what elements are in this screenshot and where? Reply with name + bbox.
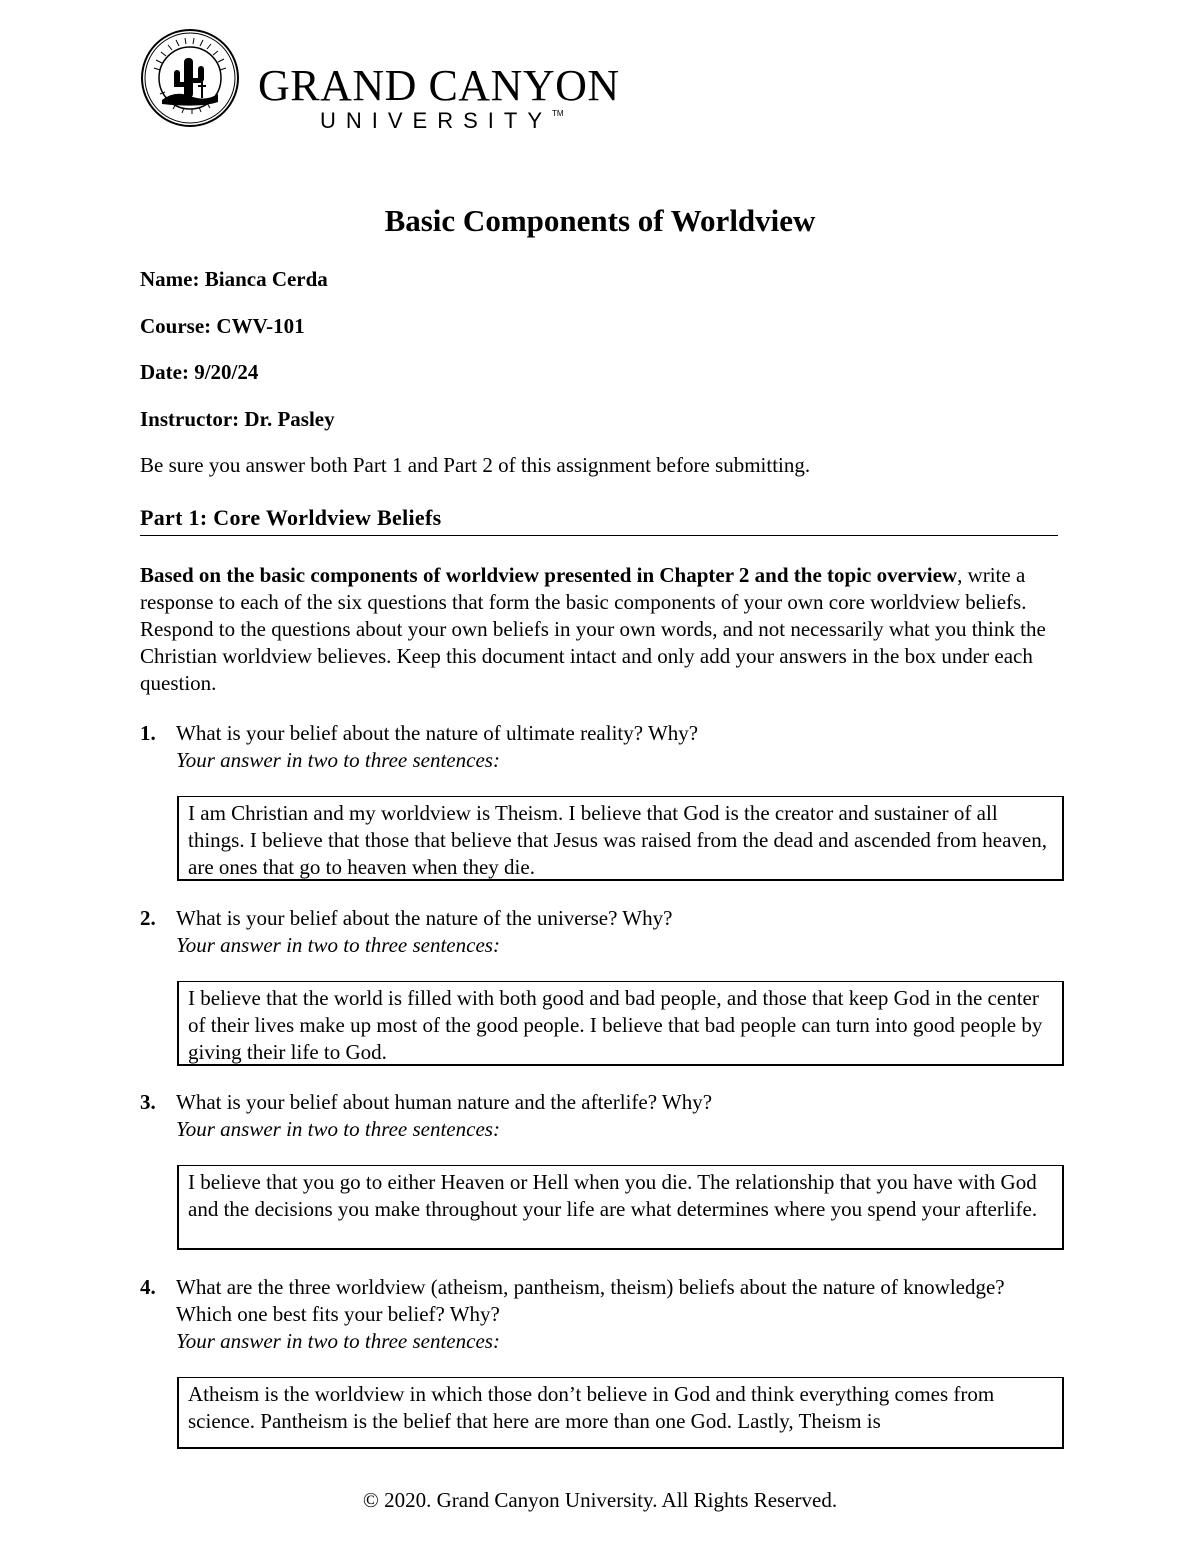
- question-text: What is your belief about human nature and the afterlife? Why?: [176, 1090, 713, 1114]
- question-text: What are the three worldview (atheism, pantheism, theism) beliefs about the nature of knowledge? Which one best fits your belief? Why?: [176, 1275, 1005, 1326]
- student-name: Name: Bianca Cerda: [140, 267, 328, 291]
- course-field: Course: CWV-101: [140, 314, 305, 338]
- question-number: 2.: [140, 906, 156, 930]
- answer-prompt: Your answer in two to three sentences:: [176, 1329, 500, 1353]
- answer-box-2[interactable]: I believe that the world is filled with both good and bad people, and those that keep God in the center of their lives make up most of the good people. I believe that bad people can turn into good people by giving their life to God.: [177, 981, 1064, 1066]
- heading-divider: [140, 535, 1058, 536]
- answer-prompt: Your answer in two to three sentences:: [176, 933, 500, 957]
- answer-prompt: Your answer in two to three sentences:: [176, 748, 500, 772]
- university-seal-icon: [140, 28, 240, 128]
- question-text: What is your belief about the nature of the universe? Why?: [176, 906, 673, 930]
- answer-box-1[interactable]: I am Christian and my worldview is Theism. I believe that God is the creator and sustainer of all things. I believe that those that believe that Jesus was raised from the dead and ascended from heaven, are ones that go to heaven when they die.: [177, 796, 1064, 881]
- page-title: Basic Components of Worldview: [384, 203, 816, 238]
- date-field: Date: 9/20/24: [140, 360, 259, 384]
- university-logo: [140, 28, 620, 132]
- part1-heading: Part 1: Core Worldview Beliefs: [140, 505, 442, 530]
- question-number: 4.: [140, 1275, 156, 1299]
- part1-instructions: [140, 562, 1070, 697]
- instructions-bold: Based on the basic components of worldview presented in Chapter 2 and the topic overview: [140, 563, 958, 587]
- instructor-field: Instructor: Dr. Pasley: [140, 407, 335, 431]
- answer-box-3[interactable]: I believe that you go to either Heaven or Hell when you die. The relationship that you have with God and the decisions you make throughout your life are what determines where you spend your afterlife.: [177, 1165, 1064, 1250]
- copyright-footer: © 2020. Grand Canyon University. All Rights Reserved.: [362, 1488, 838, 1512]
- question-text: What is your belief about the nature of ultimate reality? Why?: [176, 721, 699, 745]
- answer-box-4[interactable]: Atheism is the worldview in which those don’t believe in God and think everything comes from science. Pantheism is the belief that here are more than one God. Lastly, Theism is: [177, 1377, 1064, 1449]
- intro-text: Be sure you answer both Part 1 and Part 2 of this assignment before submitting.: [140, 453, 811, 477]
- logo-wordmark-sub: UNIVERSITY™: [320, 108, 564, 133]
- question-number: 1.: [140, 721, 156, 745]
- instructions-rest: , write a response to each of the six questions that form the basic components of your own core worldview beliefs. Respond to the questions about your own beliefs in your own words, and not necessarily what you think the Christian worldview believes. Keep this document intact and only add your answers in the box under each question.: [140, 563, 1046, 695]
- logo-wordmark: GRAND CANYON: [258, 61, 620, 110]
- question-number: 3.: [140, 1090, 156, 1114]
- answer-prompt: Your answer in two to three sentences:: [176, 1117, 500, 1141]
